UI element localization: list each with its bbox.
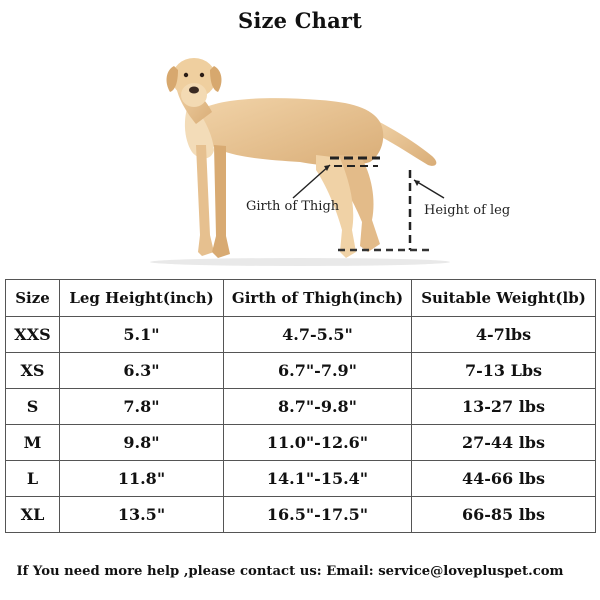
dog-illustration xyxy=(0,0,600,275)
table-row xyxy=(6,317,596,353)
table-row xyxy=(6,461,596,497)
cell-leg-height: 11.8" xyxy=(60,461,224,497)
cell-weight: 4-7lbs xyxy=(412,317,596,353)
header-size: Size xyxy=(6,280,60,317)
cell-leg-height: 13.5" xyxy=(60,497,224,533)
contact-footer: If You need more help ,please contact us: Email: service@lovepluspet.com xyxy=(16,564,564,579)
page-title: Size Chart xyxy=(237,8,363,33)
dog-ground-shadow xyxy=(150,258,450,266)
size-table xyxy=(5,279,596,533)
cell-size: XS xyxy=(6,353,60,389)
cell-weight: 44-66 lbs xyxy=(412,461,596,497)
cell-girth: 14.1"-15.4" xyxy=(224,461,412,497)
cell-leg-height: 7.8" xyxy=(60,389,224,425)
cell-size: M xyxy=(6,425,60,461)
header-suitable-weight: Suitable Weight(lb) xyxy=(412,280,596,317)
cell-leg-height: 6.3" xyxy=(60,353,224,389)
dog-nose xyxy=(189,87,199,94)
cell-girth: 16.5"-17.5" xyxy=(224,497,412,533)
cell-weight: 66-85 lbs xyxy=(412,497,596,533)
cell-girth: 4.7-5.5" xyxy=(224,317,412,353)
dog-front-leg-right xyxy=(212,145,230,258)
cell-girth: 8.7"-9.8" xyxy=(224,389,412,425)
cell-size: XXS xyxy=(6,317,60,353)
dog-front-leg-left xyxy=(196,145,214,256)
table-header-row xyxy=(6,280,596,317)
cell-weight: 27-44 lbs xyxy=(412,425,596,461)
dog-measurement-diagram xyxy=(0,0,600,275)
cell-size: XL xyxy=(6,497,60,533)
dog-eye-right xyxy=(200,73,204,77)
cell-girth: 6.7"-7.9" xyxy=(224,353,412,389)
table-row xyxy=(6,497,596,533)
cell-weight: 7-13 Lbs xyxy=(412,353,596,389)
label-height-of-leg: Height of leg xyxy=(424,203,511,218)
header-leg-height: Leg Height(inch) xyxy=(60,280,224,317)
dog-eye-left xyxy=(184,73,188,77)
table-row xyxy=(6,389,596,425)
table-row xyxy=(6,353,596,389)
cell-girth: 11.0"-12.6" xyxy=(224,425,412,461)
cell-size: S xyxy=(6,389,60,425)
label-girth-of-thigh: Girth of Thigh xyxy=(246,199,340,214)
cell-leg-height: 5.1" xyxy=(60,317,224,353)
cell-leg-height: 9.8" xyxy=(60,425,224,461)
cell-weight: 13-27 lbs xyxy=(412,389,596,425)
header-girth-of-thigh: Girth of Thigh(inch) xyxy=(224,280,412,317)
table-row xyxy=(6,425,596,461)
cell-size: L xyxy=(6,461,60,497)
